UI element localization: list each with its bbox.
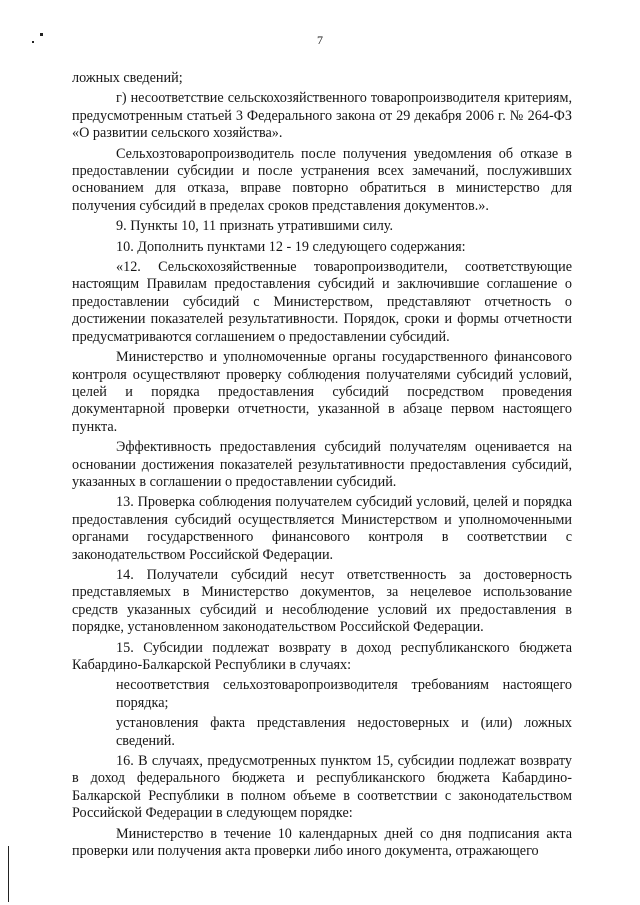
paragraph: установления факта представления недостоверных и (или) ложных сведений. <box>116 715 572 749</box>
paragraph: несоответствия сельхозтоваропроизводителя требованиям настоящего порядка; <box>116 677 572 711</box>
paragraph: Министерство и уполномоченные органы государственного финансового контроля осуществляют проверку соблюдения получателями субсидий условий, целей и порядка предоставления субсидий посредством проведения документарной проверки отчетности, указанной в абзаце первом настоящего пункта. <box>72 349 572 435</box>
paragraph: 13. Проверка соблюдения получателем субсидий условий, целей и порядка предоставления субсидий осуществляется Министерством и уполномоченными органами государственного финансового контроля в соответствии с законодательством Российской Федерации. <box>72 494 572 563</box>
paragraph: Сельхозтоваропроизводитель после получения уведомления об отказе в предоставлении субсидии и после устранения всех замечаний, послуживших основанием для отказа, вправе повторно обратиться в министерство для получения субсидий в пределах сроков представления документов.». <box>72 145 572 214</box>
paragraph: ложных сведений; <box>72 70 183 86</box>
paragraph: Министерство в течение 10 календарных дней со дня подписания акта проверки или получения акта проверки либо иного документа, отражающего <box>72 825 572 860</box>
page-number: 7 <box>317 33 323 47</box>
paragraph: «12. Сельскохозяйственные товаропроизводители, соответствующие настоящим Правилам предоставления субсидий и заключившие соглашение о предоставлении субсидий с Министерством, представляют отчетность о достижении показателей результативности. Порядок, сроки и формы отчетности предусматриваются соглашением о предоставлении субсидий. <box>72 259 572 345</box>
paragraph: Эффективность предоставления субсидий получателям оценивается на основании достижения показателей результативности предоставления субсидий, указанных в соглашении о предоставлении субсидий. <box>72 439 572 490</box>
paragraph: 10. Дополнить пунктами 12 - 19 следующего содержания: <box>116 238 466 255</box>
paragraph: 9. Пункты 10, 11 признать утратившими силу. <box>116 218 394 235</box>
paragraph: г) несоответствие сельскохозяйственного товаропроизводителя критериям, предусмотренным статьей 3 Федерального закона от 29 декабря 2006 г. № 264-ФЗ «О развитии сельского хозяйства». <box>72 90 572 142</box>
paragraph: 15. Субсидии подлежат возврату в доход республиканского бюджета Кабардино-Балкарской Республики в случаях: <box>72 639 572 673</box>
paragraph: 14. Получатели субсидий несут ответственность за достоверность представляемых в Министерство документов, за нецелевое использование средств указанных субсидий и несоблюдение условий их предоставления в порядке, установленном законодательством Российской Федерации. <box>72 566 572 636</box>
paragraph: 16. В случаях, предусмотренных пунктом 15, субсидии подлежат возврату в доход федерального бюджета и республиканского бюджета Кабардино-Балкарской Республики в полном объеме в соответствии с законодательством Российской Федерации в следующем порядке: <box>72 753 572 822</box>
document-body <box>72 70 572 863</box>
scan-artifact-edge-line <box>8 846 9 902</box>
